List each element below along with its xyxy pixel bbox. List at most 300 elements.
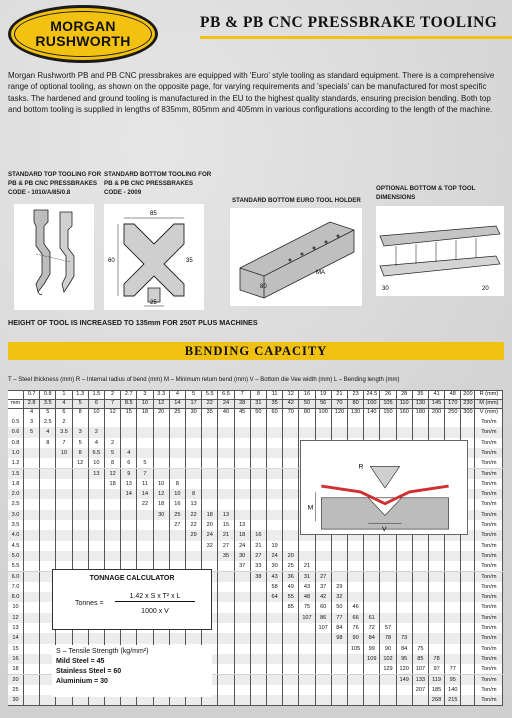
table-cell-empty bbox=[283, 654, 299, 664]
table-cell-empty bbox=[121, 417, 137, 427]
table-cell-empty bbox=[251, 438, 267, 448]
table-cell-empty bbox=[73, 520, 89, 530]
table-header-cell: 42 bbox=[283, 399, 299, 408]
table-header-cell: 17 bbox=[186, 399, 202, 408]
table-cell-tonnage: 95 bbox=[445, 675, 461, 685]
table-cell-empty bbox=[267, 438, 283, 448]
table-cell-empty bbox=[235, 654, 251, 664]
table-cell-empty bbox=[40, 510, 56, 520]
table-cell-empty bbox=[218, 613, 234, 623]
table-cell-empty bbox=[154, 438, 170, 448]
table-row-thickness: 25 bbox=[8, 685, 24, 695]
table-header-cell: 4 bbox=[24, 408, 40, 417]
table-cell-empty bbox=[348, 675, 364, 685]
table-cell-empty bbox=[461, 664, 475, 674]
table-cell-tonnage: 14 bbox=[121, 489, 137, 499]
table-cell-tonnage: 12 bbox=[73, 458, 89, 468]
table-cell-tonnage: 29 bbox=[186, 530, 202, 540]
table-cell-empty bbox=[24, 469, 40, 479]
table-cell-empty bbox=[56, 520, 72, 530]
table-header-cell: 4 bbox=[170, 390, 186, 399]
table-cell-empty bbox=[121, 520, 137, 530]
calculator-denominator: 1000 x V bbox=[141, 608, 169, 615]
table-cell-empty bbox=[380, 541, 396, 551]
table-cell-empty bbox=[154, 417, 170, 427]
table-cell-tonnage: 78 bbox=[429, 654, 445, 664]
table-row-thickness: 30 bbox=[8, 695, 24, 705]
table-header-cell: 3.5 bbox=[40, 399, 56, 408]
table-cell-empty bbox=[397, 551, 413, 561]
table-cell-empty bbox=[235, 623, 251, 633]
table-header-cell: 26 bbox=[380, 390, 396, 399]
table-cell-empty bbox=[461, 675, 475, 685]
table-cell-empty bbox=[283, 417, 299, 427]
table-cell-empty bbox=[332, 664, 348, 674]
logo-line-2: RUSHWORTH bbox=[35, 33, 131, 49]
table-header-cell: 130 bbox=[413, 399, 429, 408]
table-header-cell: 22 bbox=[202, 399, 218, 408]
table-cell-tonnage: 13 bbox=[218, 510, 234, 520]
table-header-cell: 4 bbox=[56, 399, 72, 408]
dim-35-label: 35 bbox=[186, 258, 193, 264]
table-cell-empty bbox=[380, 417, 396, 427]
title-bar bbox=[200, 14, 512, 38]
table-cell-tonnage: 27 bbox=[218, 541, 234, 551]
table-cell-tonnage: 77 bbox=[332, 613, 348, 623]
table-cell-tonnage: 22 bbox=[186, 510, 202, 520]
table-header-cell: 70 bbox=[283, 408, 299, 417]
table-cell-tonnage: 3.5 bbox=[56, 427, 72, 437]
table-cell-empty bbox=[445, 644, 461, 654]
table-header-cell: 23 bbox=[348, 390, 364, 399]
table-cell-empty bbox=[24, 592, 40, 602]
bottom-tool-label-1: STANDARD BOTTOM TOOLING FOR bbox=[104, 171, 212, 178]
table-cell-empty bbox=[332, 654, 348, 664]
table-cell-empty bbox=[397, 582, 413, 592]
table-cell-tonnage: 5 bbox=[24, 427, 40, 437]
table-header-cell: 2.8 bbox=[24, 399, 40, 408]
table-row-thickness: 0.8 bbox=[8, 438, 24, 448]
table-cell-empty bbox=[445, 417, 461, 427]
table-cell-tonnage: 57 bbox=[380, 623, 396, 633]
table-cell-empty bbox=[413, 561, 429, 571]
strength-title: S – Tensile Strength (kg/mm²) bbox=[56, 648, 149, 655]
table-cell-empty bbox=[267, 520, 283, 530]
table-cell-tonnage: 35 bbox=[218, 551, 234, 561]
table-cell-tonnage: 12 bbox=[154, 489, 170, 499]
table-cell-empty bbox=[24, 582, 40, 592]
table-cell-tonnage: 27 bbox=[316, 572, 332, 582]
table-cell-empty bbox=[413, 602, 429, 612]
table-header-cell: 140 bbox=[364, 408, 380, 417]
table-cell-empty bbox=[267, 664, 283, 674]
table-cell-empty bbox=[40, 520, 56, 530]
table-cell-empty bbox=[40, 633, 56, 643]
table-cell-tonnage: 48 bbox=[299, 592, 315, 602]
table-cell-empty bbox=[413, 633, 429, 643]
table-cell-empty bbox=[105, 489, 121, 499]
dim-80-label: 80 bbox=[260, 284, 267, 290]
table-row-unit: Ton/m bbox=[475, 654, 503, 664]
table-cell-empty bbox=[186, 438, 202, 448]
table-cell-empty bbox=[235, 417, 251, 427]
table-header-cell: 170 bbox=[445, 399, 461, 408]
table-cell-empty bbox=[73, 469, 89, 479]
table-cell-empty bbox=[154, 530, 170, 540]
table-cell-empty bbox=[283, 530, 299, 540]
table-row-thickness: 5.5 bbox=[8, 561, 24, 571]
table-cell-empty bbox=[121, 510, 137, 520]
tonnage-calculator bbox=[52, 569, 212, 630]
table-cell-empty bbox=[267, 654, 283, 664]
table-cell-tonnage: 12 bbox=[105, 469, 121, 479]
table-cell-tonnage: 43 bbox=[267, 572, 283, 582]
table-cell-empty bbox=[218, 644, 234, 654]
calculator-lhs: Tonnes = bbox=[75, 600, 104, 607]
table-row-thickness: 13 bbox=[8, 623, 24, 633]
table-cell-empty bbox=[170, 541, 186, 551]
table-header-cell: 10 bbox=[137, 399, 153, 408]
table-row-thickness: 2.5 bbox=[8, 499, 24, 509]
diagram-v-label: V bbox=[382, 526, 387, 534]
table-cell-empty bbox=[251, 602, 267, 612]
table-cell-empty bbox=[429, 613, 445, 623]
table-cell-empty bbox=[267, 685, 283, 695]
table-header-cell: 6 bbox=[89, 399, 105, 408]
table-cell-empty bbox=[267, 530, 283, 540]
table-cell-empty bbox=[40, 479, 56, 489]
table-cell-empty bbox=[202, 551, 218, 561]
table-cell-empty bbox=[218, 654, 234, 664]
table-cell-tonnage: 21 bbox=[218, 530, 234, 540]
table-cell-tonnage: 5 bbox=[105, 448, 121, 458]
table-cell-empty bbox=[137, 438, 153, 448]
intro-paragraph: Morgan Rushworth PB and PB CNC pressbrakes are equipped with 'Euro' style tooling as standard equipment. There is a comprehensive range of optional tooling, as shown on the opposite page, for varying requirements and 'specials' can be manufactured for most specific tasks. The hardened and ground tooling is manufactured in the EU to the highest quality standards, ensuring precision bending. Both top and bottom tooling is supplied in lengths of 835mm, 805mm and 405mm in various configurations according to the length of the machine. bbox=[8, 71, 495, 115]
table-cell-empty bbox=[380, 582, 396, 592]
table-cell-empty bbox=[105, 417, 121, 427]
table-cell-tonnage: 21 bbox=[251, 541, 267, 551]
table-cell-empty bbox=[283, 458, 299, 468]
table-cell-empty bbox=[251, 458, 267, 468]
table-cell-empty bbox=[267, 417, 283, 427]
optional-tooling-drawing bbox=[376, 206, 504, 296]
table-cell-tonnage: 13 bbox=[89, 469, 105, 479]
top-tool-code: CODE - 1010/A/85/0.8 bbox=[8, 189, 71, 196]
table-row-thickness: 4.5 bbox=[8, 541, 24, 551]
table-header-cell: 300 bbox=[461, 408, 475, 417]
table-cell-tonnage: 36 bbox=[283, 572, 299, 582]
table-row-divider bbox=[8, 408, 503, 409]
table-cell-empty bbox=[251, 499, 267, 509]
table-header-cell: 28 bbox=[397, 390, 413, 399]
table-cell-empty bbox=[105, 499, 121, 509]
table-cell-empty bbox=[251, 520, 267, 530]
table-cell-empty bbox=[461, 602, 475, 612]
table-cell-empty bbox=[251, 685, 267, 695]
table-cell-empty bbox=[186, 427, 202, 437]
table-cell-tonnage: 58 bbox=[267, 582, 283, 592]
table-header-cell: 41 bbox=[429, 390, 445, 399]
table-cell-empty bbox=[89, 499, 105, 509]
table-cell-empty bbox=[24, 448, 40, 458]
table-cell-empty bbox=[121, 551, 137, 561]
table-cell-empty bbox=[251, 489, 267, 499]
table-cell-empty bbox=[235, 695, 251, 705]
table-cell-empty bbox=[235, 675, 251, 685]
table-header-cell: 150 bbox=[380, 408, 396, 417]
table-cell-empty bbox=[202, 458, 218, 468]
table-cell-empty bbox=[283, 623, 299, 633]
table-cell-empty bbox=[461, 572, 475, 582]
bottom-tool-code: CODE - 2009 bbox=[104, 189, 142, 196]
table-cell-tonnage: 84 bbox=[332, 623, 348, 633]
table-header-cell: 56 bbox=[316, 399, 332, 408]
table-cell-tonnage: 49 bbox=[283, 582, 299, 592]
table-cell-empty bbox=[235, 438, 251, 448]
table-cell-empty bbox=[202, 469, 218, 479]
table-cell-empty bbox=[89, 489, 105, 499]
table-cell-empty bbox=[251, 510, 267, 520]
table-cell-empty bbox=[267, 510, 283, 520]
bending-diagram bbox=[300, 440, 468, 535]
table-cell-tonnage: 5 bbox=[73, 438, 89, 448]
table-cell-tonnage: 107 bbox=[299, 613, 315, 623]
table-cell-tonnage: 86 bbox=[316, 613, 332, 623]
table-cell-empty bbox=[461, 623, 475, 633]
table-cell-tonnage: 16 bbox=[170, 499, 186, 509]
table-cell-empty bbox=[89, 520, 105, 530]
table-cell-tonnage: 20 bbox=[202, 520, 218, 530]
table-row-thickness: 1.0 bbox=[8, 448, 24, 458]
table-header-cell: 30 bbox=[186, 408, 202, 417]
table-cell-empty bbox=[137, 530, 153, 540]
table-row-thickness: 20 bbox=[8, 675, 24, 685]
table-cell-empty bbox=[235, 613, 251, 623]
table-cell-empty bbox=[40, 551, 56, 561]
table-cell-empty bbox=[186, 479, 202, 489]
table-cell-empty bbox=[24, 551, 40, 561]
table-cell-tonnage: 32 bbox=[202, 541, 218, 551]
table-cell-empty bbox=[24, 675, 40, 685]
table-cell-empty bbox=[267, 602, 283, 612]
table-cell-empty bbox=[299, 685, 315, 695]
table-cell-empty bbox=[413, 417, 429, 427]
table-cell-empty bbox=[348, 541, 364, 551]
table-cell-empty bbox=[73, 479, 89, 489]
table-cell-empty bbox=[105, 427, 121, 437]
table-cell-empty bbox=[40, 499, 56, 509]
table-row-thickness: 3.0 bbox=[8, 510, 24, 520]
table-cell-empty bbox=[348, 417, 364, 427]
table-row-unit: Ton/m bbox=[475, 675, 503, 685]
table-cell-empty bbox=[397, 561, 413, 571]
table-row-unit: Ton/m bbox=[475, 592, 503, 602]
table-row-unit: Ton/m bbox=[475, 613, 503, 623]
table-cell-tonnage: 16 bbox=[251, 530, 267, 540]
table-cell-empty bbox=[235, 572, 251, 582]
table-header-cell: 12 bbox=[283, 390, 299, 399]
table-cell-empty bbox=[251, 633, 267, 643]
table-cell-empty bbox=[445, 602, 461, 612]
table-cell-empty bbox=[413, 541, 429, 551]
table-cell-empty bbox=[40, 458, 56, 468]
table-cell-empty bbox=[299, 551, 315, 561]
table-cell-empty bbox=[56, 633, 72, 643]
table-cell-empty bbox=[235, 602, 251, 612]
table-cell-empty bbox=[218, 427, 234, 437]
table-cell-empty bbox=[218, 633, 234, 643]
table-row-unit: Ton/m bbox=[475, 510, 503, 520]
table-cell-tonnage: 84 bbox=[397, 644, 413, 654]
table-cell-empty bbox=[56, 551, 72, 561]
table-cell-tonnage: 18 bbox=[202, 510, 218, 520]
table-cell-empty bbox=[413, 623, 429, 633]
table-header-cell: 28 bbox=[235, 399, 251, 408]
table-cell-empty bbox=[170, 458, 186, 468]
table-cell-empty bbox=[218, 438, 234, 448]
table-cell-empty bbox=[24, 613, 40, 623]
table-cell-empty bbox=[186, 448, 202, 458]
table-cell-tonnage: 24 bbox=[202, 530, 218, 540]
table-header-cell: 200 bbox=[461, 390, 475, 399]
table-cell-empty bbox=[332, 685, 348, 695]
table-cell-empty bbox=[105, 551, 121, 561]
table-header-cell: 35 bbox=[267, 399, 283, 408]
table-row-thickness: 5.0 bbox=[8, 551, 24, 561]
table-cell-tonnage: 8 bbox=[73, 448, 89, 458]
table-cell-empty bbox=[218, 602, 234, 612]
table-cell-empty bbox=[235, 458, 251, 468]
table-header-cell: 7 bbox=[235, 390, 251, 399]
table-cell-tonnage: 31 bbox=[299, 572, 315, 582]
table-cell-tonnage: 43 bbox=[299, 582, 315, 592]
table-cell-tonnage: 10 bbox=[154, 479, 170, 489]
table-cell-empty bbox=[461, 551, 475, 561]
table-row-thickness: 12 bbox=[8, 613, 24, 623]
top-tool-drawing bbox=[14, 204, 94, 310]
table-cell-empty bbox=[218, 623, 234, 633]
table-cell-empty bbox=[251, 675, 267, 685]
table-cell-empty bbox=[397, 685, 413, 695]
euro-holder-drawing bbox=[230, 208, 362, 306]
table-cell-empty bbox=[56, 530, 72, 540]
table-cell-empty bbox=[332, 551, 348, 561]
table-cell-empty bbox=[235, 448, 251, 458]
table-cell-empty bbox=[348, 572, 364, 582]
table-cell-empty bbox=[299, 654, 315, 664]
table-header-cell: 110 bbox=[397, 399, 413, 408]
table-cell-tonnage: 120 bbox=[397, 664, 413, 674]
table-cell-tonnage: 107 bbox=[413, 664, 429, 674]
table-cell-empty bbox=[380, 572, 396, 582]
table-cell-empty bbox=[251, 592, 267, 602]
optional-tool-label-2: DIMENSIONS bbox=[376, 194, 416, 201]
table-cell-tonnage: 140 bbox=[445, 685, 461, 695]
table-cell-empty bbox=[137, 417, 153, 427]
table-cell-empty bbox=[413, 427, 429, 437]
table-cell-empty bbox=[332, 427, 348, 437]
table-cell-empty bbox=[251, 427, 267, 437]
table-header-cell: 80 bbox=[299, 408, 315, 417]
table-cell-tonnage: 13 bbox=[186, 499, 202, 509]
table-cell-tonnage: 46 bbox=[348, 602, 364, 612]
strength-aluminium: Aluminium = 30 bbox=[56, 678, 108, 685]
table-cell-empty bbox=[364, 417, 380, 427]
table-cell-empty bbox=[89, 479, 105, 489]
table-cell-tonnage: 32 bbox=[332, 592, 348, 602]
table-header-cell: 50 bbox=[299, 399, 315, 408]
optional-tool-label-1: OPTIONAL BOTTOM & TOP TOOL bbox=[376, 185, 476, 192]
table-cell-tonnage: 20 bbox=[283, 551, 299, 561]
table-header-cell: 12 bbox=[105, 408, 121, 417]
table-cell-tonnage: 2 bbox=[89, 427, 105, 437]
table-cell-empty bbox=[316, 561, 332, 571]
table-header-cell: 12 bbox=[154, 399, 170, 408]
table-cell-empty bbox=[397, 613, 413, 623]
table-cell-tonnage: 21 bbox=[299, 561, 315, 571]
holder-label bbox=[232, 196, 361, 205]
table-cell-empty bbox=[137, 541, 153, 551]
table-cell-tonnage: 78 bbox=[380, 633, 396, 643]
table-cell-empty bbox=[89, 551, 105, 561]
table-cell-empty bbox=[267, 479, 283, 489]
table-cell-empty bbox=[267, 675, 283, 685]
table-cell-empty bbox=[461, 427, 475, 437]
table-cell-tonnage: 38 bbox=[251, 572, 267, 582]
table-cell-empty bbox=[24, 685, 40, 695]
table-cell-tonnage: 24 bbox=[235, 541, 251, 551]
table-cell-empty bbox=[40, 541, 56, 551]
table-cell-empty bbox=[170, 438, 186, 448]
bottom-tool-label-2: PB & PB CNC PRESSBRAKES bbox=[104, 180, 194, 187]
table-cell-empty bbox=[283, 510, 299, 520]
table-cell-empty bbox=[137, 633, 153, 643]
table-row-unit: Ton/m bbox=[475, 623, 503, 633]
table-cell-empty bbox=[429, 427, 445, 437]
table-row-unit: Ton/m bbox=[475, 427, 503, 437]
table-row-thickness: 0.6 bbox=[8, 427, 24, 437]
top-tool-label-1: STANDARD TOP TOOLING FOR bbox=[8, 171, 102, 178]
table-cell-empty bbox=[413, 551, 429, 561]
table-cell-empty bbox=[170, 633, 186, 643]
table-cell-empty bbox=[186, 469, 202, 479]
table-cell-tonnage: 2 bbox=[56, 417, 72, 427]
table-cell-empty bbox=[429, 633, 445, 643]
table-row-thickness: 10 bbox=[8, 602, 24, 612]
table-cell-tonnage: 13 bbox=[235, 520, 251, 530]
strength-stainless: Stainless Steel = 60 bbox=[56, 668, 122, 675]
table-cell-empty bbox=[283, 520, 299, 530]
table-header-cell: 130 bbox=[348, 408, 364, 417]
table-cell-empty bbox=[283, 427, 299, 437]
table-cell-empty bbox=[24, 499, 40, 509]
table-header-cell: 100 bbox=[364, 399, 380, 408]
table-cell-empty bbox=[251, 654, 267, 664]
header bbox=[0, 0, 512, 66]
table-cell-empty bbox=[154, 520, 170, 530]
table-cell-empty bbox=[348, 685, 364, 695]
table-header-cell: 16 bbox=[299, 390, 315, 399]
table-cell-tonnage: 61 bbox=[364, 613, 380, 623]
holder-label-1: STANDARD BOTTOM EURO TOOL HOLDER bbox=[232, 197, 361, 204]
table-cell-empty bbox=[267, 448, 283, 458]
table-cell-empty bbox=[267, 469, 283, 479]
table-cell-empty bbox=[56, 469, 72, 479]
table-cell-tonnage: 66 bbox=[348, 613, 364, 623]
table-cell-tonnage: 4 bbox=[121, 448, 137, 458]
table-row-unit: Ton/m bbox=[475, 633, 503, 643]
table-cell-empty bbox=[235, 469, 251, 479]
